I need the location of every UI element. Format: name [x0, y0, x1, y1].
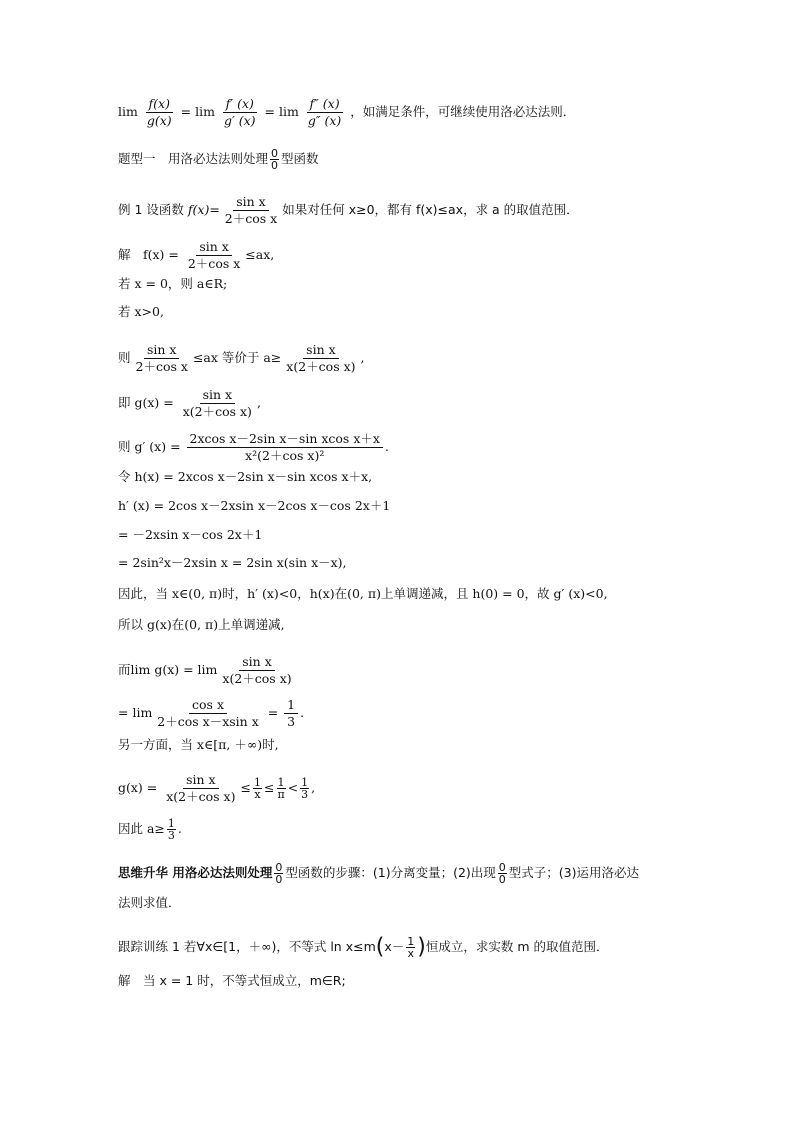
solution-line-6: 则 g′ (x) = $\frac{\text{2xcos x－2sin x－sin xcos x＋x}}{\text{x²(2＋cos x)²}}$ .: [118, 431, 389, 463]
solution-line-3: 若 x>0,: [118, 304, 164, 319]
solution-line-4: 则 $\frac{\text{sin x}}{\text{2＋cos x}}$ ≤ax 等价于 a≥ $\frac{\text{sin x}}{\text{x(2＋cos x)}}$ ,: [118, 342, 365, 374]
summary-line-1: 思维升华 用洛必达法则处理 $\frac{0}{0}$ 型函数的步骤：(1)分离变量；(2)出现 $\frac{0}{0}$ 型式子；(3)运用洛必达: [118, 861, 639, 886]
solution-line-7: 令 h(x) = 2xcos x－2sin x－sin xcos x＋x,: [118, 469, 373, 484]
solution-line-16: g(x) = $\frac{\text{sin x}}{\text{x(2＋cos x)}}$ ≤ $\frac{1}{x}$ ≤ $\frac{1}{\pi}$ < $\frac{1}{3}$ ,: [118, 772, 316, 804]
solution-line-9: = －2xsin x－cos 2x＋1: [118, 527, 263, 542]
summary-line-2: 法则求值．: [118, 895, 181, 910]
solution-line-1: 解 f(x) = $\frac{\text{sin x}}{\text{2＋cos x}}$ ≤ax,: [118, 239, 275, 271]
solution-line-5: 即 g(x) = $\frac{\text{sin x}}{\text{x(2＋cos x)}}$ ,: [118, 387, 261, 419]
example-1: 例 1 设函数 f(x)= $\frac{\text{sin x}}{\text{2＋cos x}}$ 如果对任何 x≥0，都有 f(x)≤ax，求 a 的取值范围．: [118, 194, 579, 226]
solution-line-11: 因此，当 x∈(0, π)时，h′ (x)<0，h(x)在(0, π)上单调递减，且 h(0) = 0，故 g′ (x)<0,: [118, 586, 608, 601]
solution-line-17: 因此 a≥ $\frac{1}{3}$ .: [118, 817, 182, 842]
practice-1: 跟踪训练 1 若∀x∈[1，＋∞)，不等式 ln x≤m(x－ $\frac{1}{x}$ )恒成立，求实数 m 的取值范围．: [118, 934, 609, 960]
solution-line-10: = 2sin²x－2xsin x = 2sin x(sin x－x),: [118, 555, 347, 570]
solution-line-8: h′ (x) = 2cos x－2xsin x－2cos x－cos 2x＋1: [118, 498, 391, 513]
section-title: 题型一 用洛必达法则处理 $\frac{0}{0}$ 型函数: [118, 147, 319, 172]
solution-line-13: 而lim g(x) = lim $\frac{\text{sin x}}{\text{x(2＋cos x)}}$: [118, 654, 292, 686]
solution-line-14: = lim $\frac{\text{cos x}}{\text{2＋cos x－xsin x}}$ = $\frac{1}{3}$ .: [118, 697, 305, 729]
practice-solution: 解 当 x = 1 时，不等式恒成立，m∈R;: [118, 973, 346, 988]
solution-line-2: 若 x = 0，则 a∈R;: [118, 276, 228, 291]
solution-line-12: 所以 g(x)在(0, π)上单调递减,: [118, 617, 285, 632]
lhopital-chain: lim $\frac{f(x)}{g(x)}$ = lim $\frac{f' (x)}{g' (x)}$ = lim $\frac{f'' (x)}{g'' (x)}$ ，如满足条件，可继续使用洛必达法则．: [118, 96, 576, 128]
solution-line-15: 另一方面，当 x∈[π, ＋∞)时,: [118, 737, 279, 752]
